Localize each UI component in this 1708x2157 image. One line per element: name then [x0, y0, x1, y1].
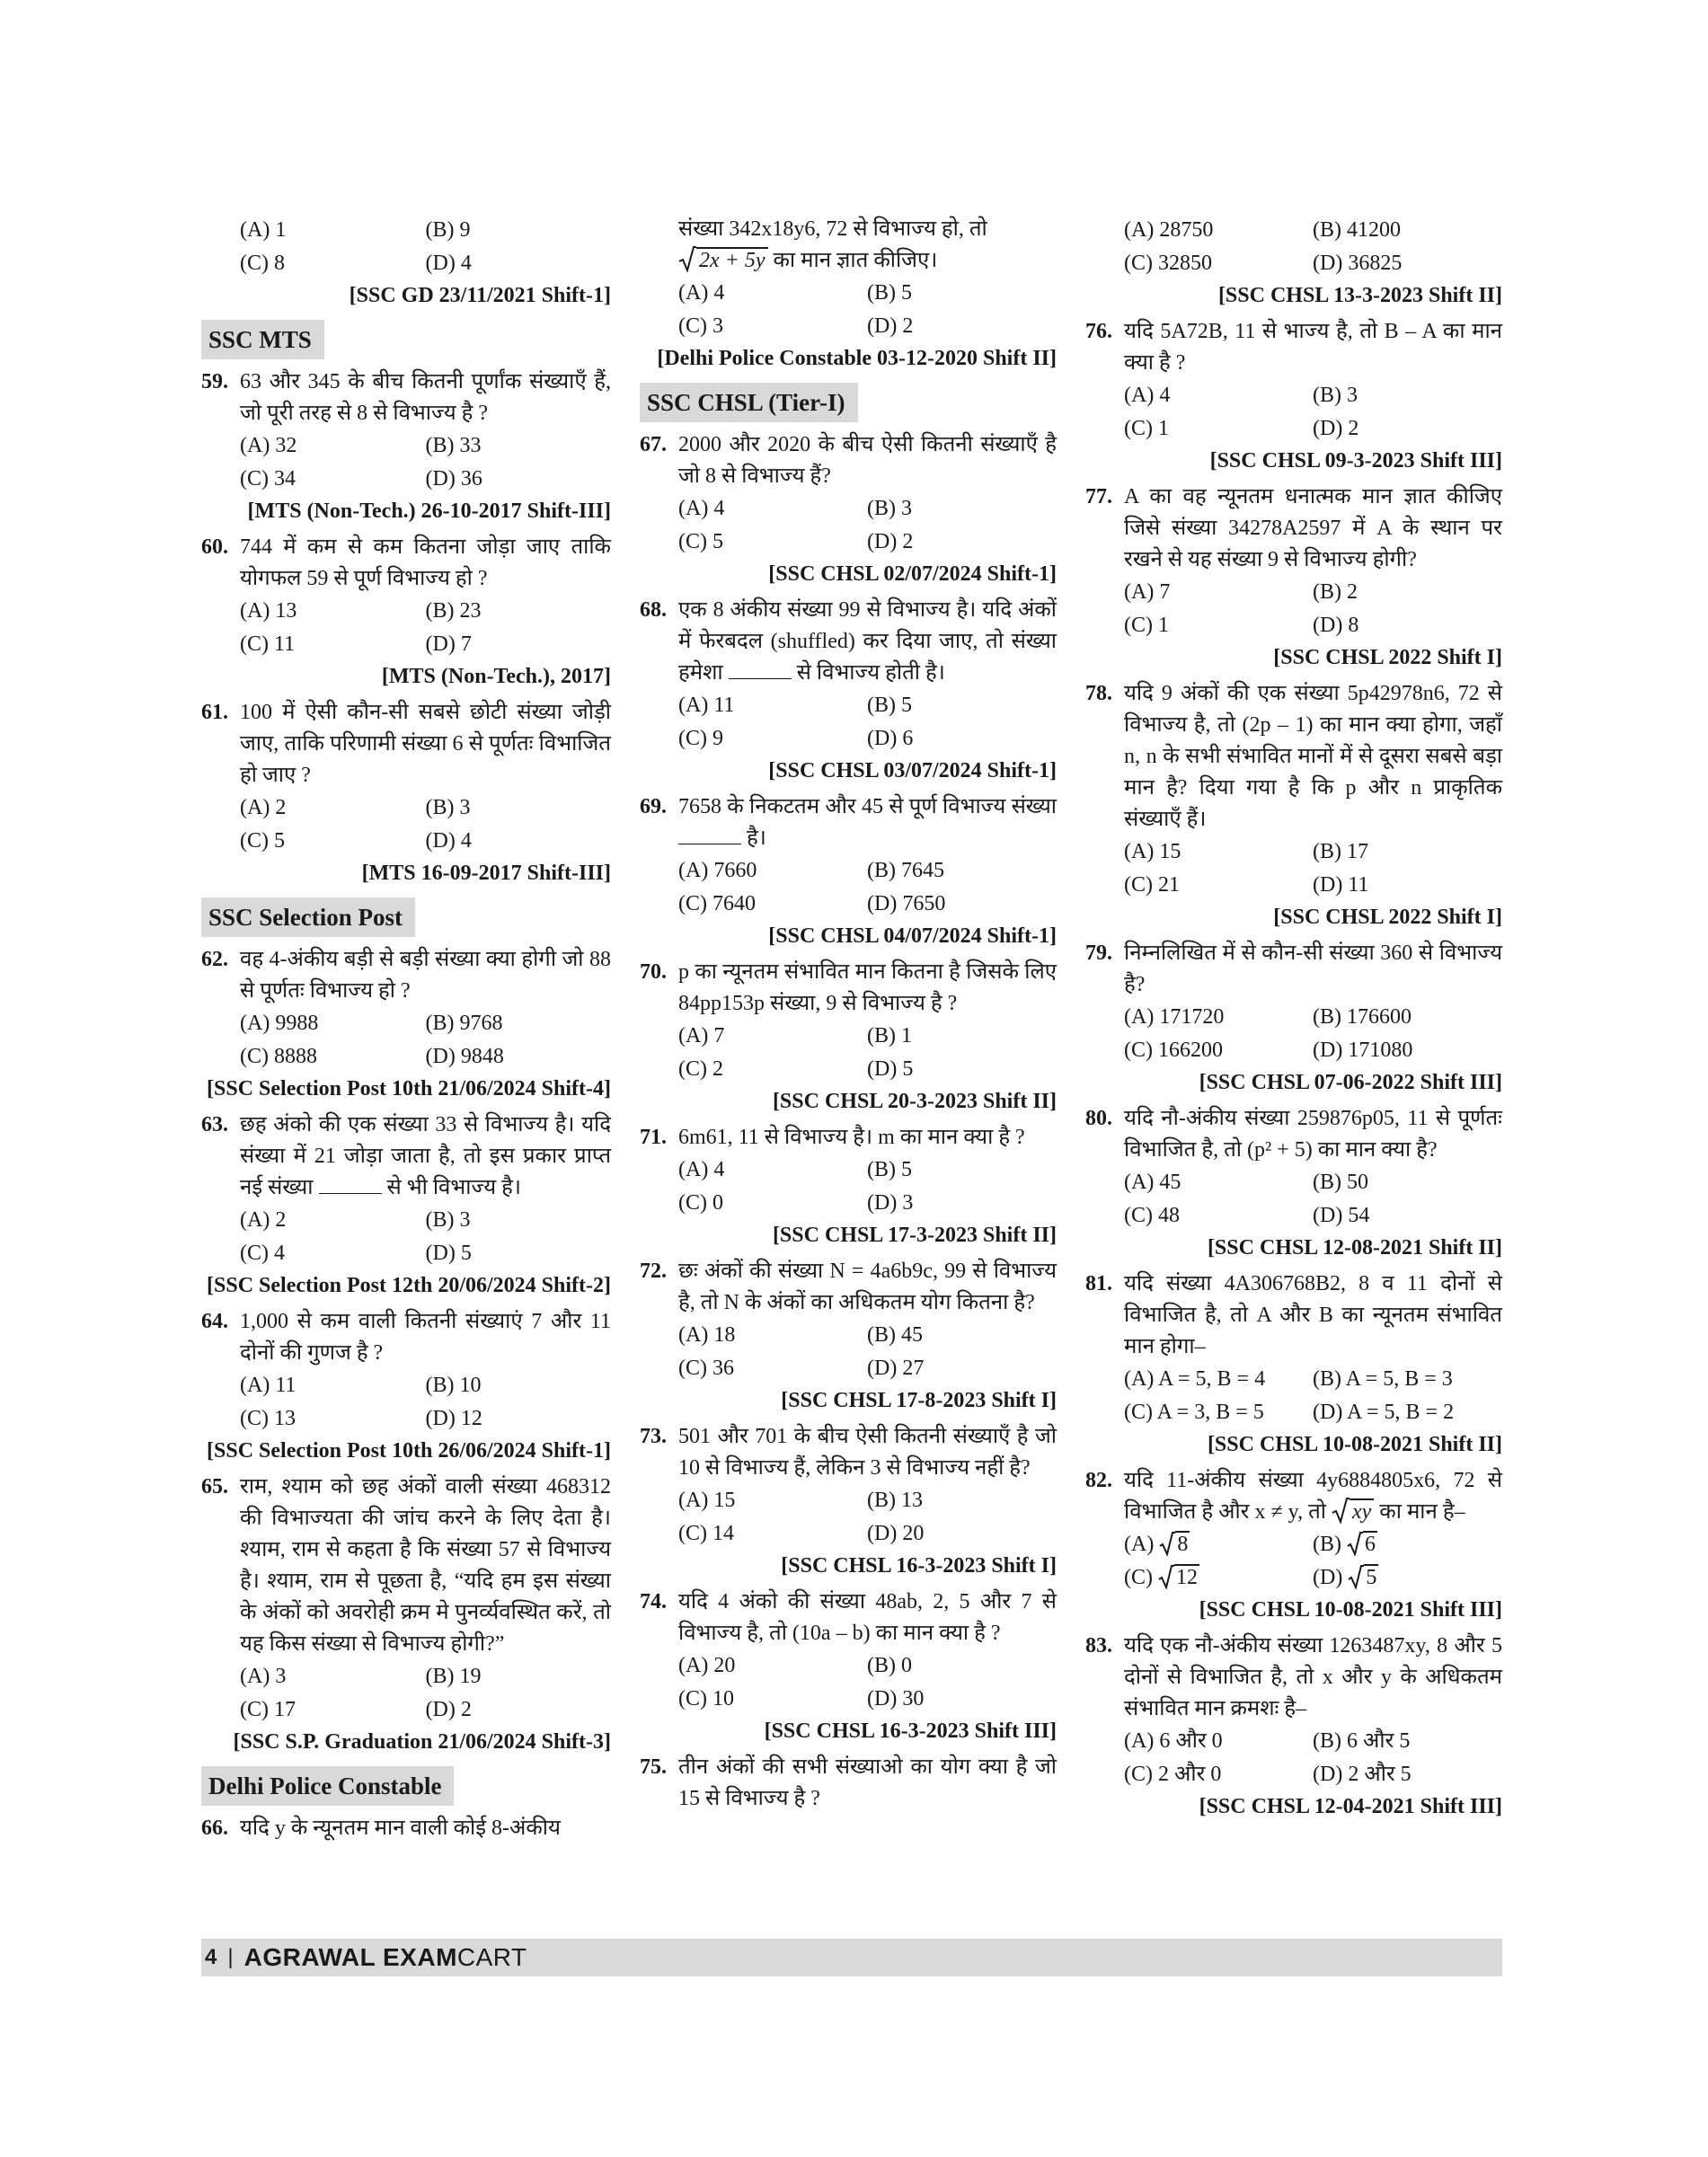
- option-c: (C) 5: [678, 530, 723, 553]
- option-d: (D) 11: [1313, 873, 1369, 897]
- source-citation: [MTS (Non-Tech.) 26-10-2017 Shift-III]: [247, 499, 611, 523]
- option-b: (B) 45: [867, 1323, 923, 1347]
- option-c: (C) 7640: [678, 892, 756, 915]
- option-c: (C) 10: [678, 1687, 734, 1711]
- option-b: (B) 3: [425, 1208, 471, 1232]
- question-text: 744 में कम से कम कितना जोड़ा जाए ताकि योगफल 59 से पूर्ण विभाज्य हो ?: [240, 535, 611, 590]
- question-63: [201, 1109, 611, 1301]
- question-60: [201, 532, 611, 692]
- question-number: 61.: [201, 701, 228, 724]
- question-81: [1085, 1269, 1502, 1460]
- sqrt-radicand: 8: [1177, 1533, 1189, 1556]
- option-b: [1313, 1528, 1501, 1561]
- option-a: [1124, 1528, 1313, 1561]
- options: [201, 429, 611, 496]
- source-citation: [SSC CHSL 09-3-2023 Shift III]: [1209, 449, 1502, 473]
- option-b: (B) 1: [867, 1024, 912, 1048]
- sqrt-symbol: [1348, 1564, 1364, 1589]
- sqrt-symbol: [678, 245, 696, 272]
- question-text: यदि एक नौ-अंकीय संख्या 1263487xy, 8 और 5 दोनों से विभाजित है, तो x और y के अधिकतम संभावित मान क्रमशः है–: [1124, 1634, 1502, 1720]
- question-83: [1085, 1631, 1502, 1822]
- option-d: (D) 36825: [1313, 252, 1403, 275]
- source-citation: [SSC CHSL 02/07/2024 Shift-1]: [768, 562, 1057, 586]
- question-number: 80.: [1085, 1107, 1112, 1130]
- option-d: (D) 30: [867, 1687, 925, 1711]
- question-78: [1085, 678, 1502, 933]
- option-a: (A) 6 और 0: [1124, 1729, 1223, 1753]
- options: [640, 1154, 1057, 1220]
- option-c: (C) 21: [1124, 873, 1180, 897]
- question-text: 100 में ऐसी कौन-सी सबसे छोटी संख्या जोड़ी जाए, ताकि परिणामी संख्या 6 से पूर्णतः विभाजित हो जाए ?: [240, 701, 611, 787]
- option-a: (A) 9988: [240, 1012, 319, 1035]
- question-text: तीन अंकों की सभी संख्याओ का योग क्या है जो 15 से विभाज्य है ?: [678, 1755, 1057, 1810]
- question-59: [201, 367, 611, 526]
- question-number: 65.: [201, 1475, 228, 1498]
- option-d: (D) 9848: [425, 1045, 504, 1068]
- options: [640, 277, 1057, 343]
- question-text: 1,000 से कम वाली कितनी संख्याएं 7 और 11 दोनों की गुणज है ?: [240, 1310, 611, 1365]
- option-d: (D) 27: [867, 1357, 925, 1380]
- option-b: (B) 13: [867, 1489, 923, 1512]
- option-d: [1313, 1561, 1501, 1595]
- option-a: (A) 11: [678, 694, 735, 717]
- source-citation: [SSC CHSL 20-3-2023 Shift II]: [772, 1090, 1057, 1113]
- question-69: [640, 791, 1057, 951]
- option-b: (B) 9: [425, 218, 471, 242]
- question-text: यदि 4 अंको की संख्या 48ab, 2, 5 और 7 से विभाज्य है, तो (10a – b) का मान क्या है ?: [678, 1590, 1057, 1645]
- source-citation: [SSC CHSL 17-3-2023 Shift II]: [772, 1224, 1057, 1247]
- question-70: [640, 957, 1057, 1117]
- question-number: 81.: [1085, 1272, 1112, 1295]
- option-b: (B) 9768: [425, 1012, 503, 1035]
- option-d: (D) 2: [867, 314, 914, 338]
- question-number: 62.: [201, 948, 228, 971]
- question-text: 6m61, 11 से विभाज्य है। m का मान क्या है ?: [678, 1126, 1025, 1149]
- option-a: (A) 2: [240, 796, 287, 819]
- option-a: (A) 4: [678, 497, 725, 520]
- option-d: (D) 3: [867, 1191, 914, 1215]
- option-a: (A) 4: [1124, 384, 1171, 407]
- sqrt-radicand: 6: [1365, 1533, 1376, 1556]
- source-citation: [SSC Selection Post 12th 20/06/2024 Shift-2]: [207, 1274, 611, 1297]
- option-b: (B) 17: [1313, 840, 1368, 863]
- option-c: (C) 3: [678, 314, 723, 338]
- option-a: (A) 28750: [1124, 218, 1214, 242]
- source-citation: [SSC CHSL 04/07/2024 Shift-1]: [768, 924, 1057, 948]
- question-number: 82.: [1085, 1469, 1112, 1492]
- question-number: 78.: [1085, 682, 1112, 705]
- option-a: (A) 2: [240, 1208, 287, 1232]
- question-75: [640, 1752, 1057, 1815]
- options: [201, 1007, 611, 1074]
- option-a: (A) 4: [678, 1158, 725, 1181]
- question-61: [201, 697, 611, 888]
- question-82: [1085, 1465, 1502, 1625]
- question-text: निम्नलिखित में से कौन-सी संख्या 360 से विभाज्य है?: [1124, 941, 1502, 996]
- source-citation: [SSC CHSL 13-3-2023 Shift II]: [1217, 284, 1502, 307]
- source-citation: [MTS (Non-Tech.), 2017]: [381, 665, 611, 688]
- source-citation: [SSC Selection Post 10th 26/06/2024 Shift-1]: [207, 1439, 611, 1463]
- options: [1085, 1001, 1502, 1067]
- option-a: (A) 3: [240, 1665, 287, 1688]
- question-number: 79.: [1085, 941, 1112, 965]
- option-b: (B) 33: [425, 434, 482, 457]
- option-a: (A) 15: [678, 1489, 736, 1512]
- option-d: (D) 171080: [1313, 1039, 1413, 1062]
- option-label: (D): [1313, 1566, 1343, 1589]
- option-c: (C) 1: [1124, 614, 1169, 637]
- question-text: यदि y के न्यूनतम मान वाली कोई 8-अंकीय: [240, 1817, 561, 1840]
- option-c: (C) 14: [678, 1522, 734, 1545]
- option-d: (D) 6: [867, 727, 914, 750]
- source-citation: [SSC GD 23/11/2021 Shift-1]: [349, 284, 611, 307]
- options: [201, 791, 611, 858]
- option-b: (B) 7645: [867, 859, 944, 882]
- option-d: (D) 2: [1313, 417, 1359, 440]
- question-number: 64.: [201, 1310, 228, 1333]
- option-a: (A) 15: [1124, 840, 1181, 863]
- section-heading-ssc-chsl: SSC CHSL (Tier-I): [640, 383, 858, 422]
- options: [640, 1649, 1057, 1716]
- question-text: [678, 791, 1057, 854]
- question-58-tail: [201, 214, 611, 311]
- option-d: (D) 12: [425, 1407, 482, 1430]
- brand-e-letter: E: [382, 1943, 401, 1971]
- question-number: 59.: [201, 370, 228, 393]
- fill-blank: [678, 826, 741, 844]
- section-heading-ssc-mts: SSC MTS: [201, 320, 324, 359]
- question-text-part-1: छह अंको की एक संख्या 33 से विभाज्य है। यदि संख्या में 21 जोड़ा जाता है, तो इस प्रकार प्राप्त नई संख्या: [240, 1113, 611, 1199]
- option-d: (D) 2 और 5: [1313, 1763, 1412, 1786]
- option-c: (C) 11: [240, 632, 296, 656]
- question-75-continued: [1085, 214, 1502, 311]
- page-footer: [201, 1939, 1502, 1976]
- option-b: (B) A = 5, B = 3: [1313, 1367, 1453, 1391]
- column-1: [201, 214, 611, 1850]
- option-c: (C) 32850: [1124, 252, 1212, 275]
- footer-separator: |: [227, 1945, 234, 1969]
- options: [640, 492, 1057, 559]
- question-text-part-1: यदि 11-अंकीय संख्या 4y6884805x6, 72 से विभाजित है और x ≠ y, तो: [1124, 1469, 1502, 1524]
- question-text-part-2: से विभाज्य होती है।: [796, 661, 945, 685]
- sqrt-radicand: xy: [1350, 1498, 1374, 1524]
- question-number: 76.: [1085, 320, 1112, 343]
- question-text-part-2: का मान ज्ञात कीजिए।: [773, 249, 938, 272]
- option-b: (B) 5: [867, 281, 912, 305]
- fill-blank: [319, 1175, 382, 1194]
- option-c: (C) 34: [240, 467, 296, 491]
- source-citation: [SSC CHSL 03/07/2024 Shift-1]: [768, 759, 1057, 782]
- brand-cart-part: CART: [456, 1943, 527, 1971]
- option-d: (D) A = 5, B = 2: [1313, 1401, 1455, 1424]
- option-d: (D) 8: [1313, 614, 1359, 637]
- question-79: [1085, 938, 1502, 1098]
- option-a: (A) 1: [240, 218, 287, 242]
- options: [201, 595, 611, 661]
- question-74: [640, 1587, 1057, 1746]
- question-text: यदि 5A72B, 11 से भाज्य है, तो B – A का मान क्या है ?: [1124, 320, 1502, 375]
- option-a: (A) 18: [678, 1323, 736, 1347]
- question-text-part-2: है।: [747, 827, 766, 850]
- source-citation: [SSC CHSL 2022 Shift I]: [1273, 646, 1502, 669]
- option-c: (C) 36: [678, 1357, 734, 1380]
- source-citation: [SSC CHSL 07-06-2022 Shift III]: [1199, 1071, 1502, 1094]
- option-b: (B) 3: [1313, 384, 1358, 407]
- option-a: (A) A = 5, B = 4: [1124, 1367, 1266, 1391]
- option-label: (C): [1124, 1566, 1153, 1589]
- option-d: (D) 2: [867, 530, 914, 553]
- question-number: 60.: [201, 535, 228, 559]
- question-number: 74.: [640, 1590, 667, 1613]
- options: [1085, 576, 1502, 642]
- option-c: (C) 2 और 0: [1124, 1763, 1222, 1786]
- options: [201, 1660, 611, 1727]
- option-d: (D) 36: [425, 467, 482, 491]
- question-text-part-2: का मान है–: [1379, 1500, 1465, 1524]
- option-label: (A): [1124, 1533, 1155, 1556]
- question-number: 70.: [640, 960, 667, 984]
- source-citation: [MTS 16-09-2017 Shift-III]: [361, 862, 611, 885]
- brand-xam-part: XAM: [400, 1943, 457, 1971]
- option-a: (A) 32: [240, 434, 297, 457]
- sqrt-radicand: 12: [1176, 1566, 1198, 1589]
- brand-logo: [244, 1943, 527, 1972]
- brand-name-part: AGRAWAL: [243, 1943, 383, 1971]
- options: [640, 854, 1057, 921]
- question-number: 71.: [640, 1126, 667, 1149]
- option-a: (A) 4: [678, 281, 725, 305]
- option-c: (C) 48: [1124, 1204, 1180, 1227]
- question-66-continued: [640, 214, 1057, 374]
- question-text: 63 और 345 के बीच कितनी पूर्णांक संख्याएँ हैं, जो पूरी तरह से 8 से विभाज्य है ?: [240, 370, 611, 425]
- source-citation: [SSC CHSL 16-3-2023 Shift III]: [764, 1719, 1057, 1743]
- column-3: [1085, 214, 1502, 1827]
- question-number: 83.: [1085, 1634, 1112, 1658]
- question-text: वह 4-अंकीय बड़ी से बड़ी संख्या क्या होगी जो 88 से पूर्णतः विभाज्य हो ?: [240, 948, 611, 1003]
- question-62: [201, 944, 611, 1104]
- option-c: (C) 1: [1124, 417, 1169, 440]
- option-a: (A) 171720: [1124, 1005, 1225, 1029]
- option-b: (B) 19: [425, 1665, 482, 1688]
- options: [1085, 1166, 1502, 1233]
- question-text-part-1: एक 8 अंकीय संख्या 99 से विभाज्य है। यदि अंकों में फेरबदल (shuffled) कर दिया जाए, तो संख्या हमेशा: [678, 598, 1057, 685]
- question-71: [640, 1122, 1057, 1251]
- option-b: (B) 23: [425, 599, 482, 623]
- option-b: (B) 3: [425, 796, 471, 819]
- option-a: (A) 20: [678, 1654, 736, 1677]
- option-label: (B): [1313, 1533, 1341, 1556]
- option-a: (A) 13: [240, 599, 297, 623]
- question-73: [640, 1421, 1057, 1581]
- option-c: (C) 2: [678, 1057, 723, 1081]
- option-c: (C) 0: [678, 1191, 723, 1215]
- column-2: [640, 214, 1057, 1820]
- options: [1085, 1725, 1502, 1791]
- question-number: 73.: [640, 1425, 667, 1448]
- question-64: [201, 1306, 611, 1466]
- option-d: (D) 5: [867, 1057, 914, 1081]
- sqrt-symbol: [1159, 1531, 1175, 1556]
- source-citation: [SSC CHSL 10-08-2021 Shift III]: [1199, 1598, 1502, 1622]
- option-b: (B) 5: [867, 1158, 912, 1181]
- question-67: [640, 429, 1057, 589]
- option-c: (C) 8888: [240, 1045, 317, 1068]
- question-text: यदि संख्या 4A306768B2, 8 व 11 दोनों से विभाजित है, तो A और B का न्यूनतम संभावित मान होगा–: [1124, 1272, 1502, 1358]
- source-citation: [SSC S.P. Graduation 21/06/2024 Shift-3]: [233, 1730, 611, 1754]
- option-c: (C) A = 3, B = 5: [1124, 1401, 1264, 1424]
- option-a: (A) 45: [1124, 1171, 1181, 1194]
- option-b: (B) 50: [1313, 1171, 1368, 1194]
- sqrt-symbol: [1347, 1531, 1363, 1556]
- option-c: (C) 166200: [1124, 1039, 1223, 1062]
- options: [640, 689, 1057, 756]
- option-b: (B) 176600: [1313, 1005, 1412, 1029]
- option-b: (B) 10: [425, 1374, 482, 1397]
- options: [201, 1204, 611, 1270]
- question-text-part-2: से भी विभाज्य है।: [386, 1176, 521, 1199]
- options: [201, 214, 611, 280]
- option-a: (A) 7660: [678, 859, 757, 882]
- option-b: (B) 2: [1313, 580, 1358, 604]
- option-d: (D) 54: [1313, 1204, 1370, 1227]
- question-72: [640, 1256, 1057, 1416]
- question-number: 68.: [640, 598, 667, 622]
- section-heading-ssc-selection-post: SSC Selection Post: [201, 897, 415, 937]
- question-80: [1085, 1103, 1502, 1263]
- options: [1085, 1528, 1502, 1595]
- question-text-part-1: 7658 के निकटतम और 45 से पूर्ण विभाज्य संख्या: [678, 795, 1057, 818]
- question-65: [201, 1472, 611, 1757]
- question-text-part-1: संख्या 342x18y6, 72 से विभाज्य हो, तो: [678, 217, 987, 241]
- question-text: A का वह न्यूनतम धनात्मक मान ज्ञात कीजिए जिसे संख्या 34278A2597 में A के स्थान पर रखने से यह संख्या 9 से विभाज्य होगी?: [1124, 485, 1502, 571]
- question-number: 66.: [201, 1817, 228, 1840]
- question-text: p का न्यूनतम संभावित मान कितना है जिसके लिए 84pp153p संख्या, 9 से विभाज्य है ?: [678, 960, 1057, 1015]
- options: [1085, 214, 1502, 280]
- option-d: (D) 7650: [867, 892, 946, 915]
- option-a: (A) 7: [1124, 580, 1171, 604]
- question-text: [678, 214, 1057, 277]
- question-text: 501 और 701 के बीच ऐसी कितनी संख्याएँ है जो 10 से विभाज्य हैं, लेकिन 3 से विभाज्य नहीं है?: [678, 1425, 1057, 1480]
- option-c: (C) 17: [240, 1698, 296, 1721]
- question-text: [1124, 1465, 1502, 1528]
- source-citation: [SSC CHSL 2022 Shift I]: [1273, 906, 1502, 929]
- option-c: (C) 4: [240, 1242, 285, 1265]
- options: [1085, 379, 1502, 446]
- question-text: यदि 9 अंकों की एक संख्या 5p42978n6, 72 से विभाज्य है, तो (2p – 1) का मान क्या होगा, जहाँ n, n के सभी संभावित मानों में से दूसरा सबसे बड़ा मान है? दिया गया है कि p और n प्राकृतिक संख्याएँ हैं।: [1124, 682, 1502, 831]
- fill-blank: [729, 660, 792, 679]
- question-text: [678, 595, 1057, 689]
- option-a: (A) 7: [678, 1024, 725, 1048]
- options: [201, 1369, 611, 1436]
- source-citation: [Delhi Police Constable 03-12-2020 Shift II]: [657, 347, 1057, 370]
- option-c: [1124, 1561, 1313, 1595]
- question-text: राम, श्याम को छह अंकों वाली संख्या 468312 की विभाज्यता की जांच करने के लिए देता है। श्याम, राम से कहता है कि संख्या 57 से विभाज्य है। श्याम, राम से पूछता है, “यदि हम इस संख्या के अंकों को अवरोही क्रम मे पुनर्व्यवस्थित करें, तो यह किस संख्या से विभाज्य होगी?”: [240, 1475, 611, 1656]
- options: [1085, 1363, 1502, 1429]
- question-text: [240, 1109, 611, 1204]
- option-d: (D) 4: [425, 829, 472, 853]
- option-d: (D) 4: [425, 252, 472, 275]
- source-citation: [SSC CHSL 12-04-2021 Shift III]: [1199, 1795, 1502, 1818]
- option-a: (A) 11: [240, 1374, 296, 1397]
- question-number: 75.: [640, 1755, 667, 1779]
- source-citation: [SSC CHSL 10-08-2021 Shift II]: [1207, 1433, 1502, 1456]
- question-text: छः अंकों की संख्या N = 4a6b9c, 99 से विभाज्य है, तो N के अंकों का अधिकतम योग कितना है?: [678, 1260, 1057, 1314]
- question-77: [1085, 482, 1502, 673]
- option-b: (B) 3: [867, 497, 912, 520]
- sqrt-radicand: 5: [1366, 1566, 1377, 1589]
- options: [640, 1020, 1057, 1086]
- option-d: (D) 2: [425, 1698, 472, 1721]
- option-d: (D) 5: [425, 1242, 472, 1265]
- option-c: (C) 5: [240, 829, 285, 853]
- option-c: (C) 8: [240, 252, 285, 275]
- page-number: 4: [205, 1945, 217, 1969]
- question-number: 67.: [640, 433, 667, 456]
- option-b: (B) 6 और 5: [1313, 1729, 1411, 1753]
- option-b: (B) 0: [867, 1654, 912, 1677]
- question-number: 69.: [640, 795, 667, 818]
- question-number: 63.: [201, 1113, 228, 1136]
- source-citation: [SSC CHSL 16-3-2023 Shift I]: [781, 1554, 1057, 1578]
- question-text: यदि नौ-अंकीय संख्या 259876p05, 11 से पूर्णतः विभाजित है, तो (p² + 5) का मान क्या है?: [1124, 1107, 1502, 1162]
- source-citation: [SSC Selection Post 10th 21/06/2024 Shift-4]: [207, 1077, 611, 1101]
- question-number: 77.: [1085, 485, 1112, 508]
- question-68: [640, 595, 1057, 786]
- sqrt-radicand: 2x + 5y: [696, 247, 768, 272]
- option-d: (D) 7: [425, 632, 472, 656]
- option-c: (C) 9: [678, 727, 723, 750]
- option-c: (C) 13: [240, 1407, 296, 1430]
- option-b: (B) 41200: [1313, 218, 1401, 242]
- option-d: (D) 20: [867, 1522, 925, 1545]
- section-heading-delhi-police: Delhi Police Constable: [201, 1766, 454, 1806]
- question-number: 72.: [640, 1260, 667, 1283]
- source-citation: [SSC CHSL 17-8-2023 Shift I]: [781, 1389, 1057, 1412]
- question-text: 2000 और 2020 के बीच ऐसी कितनी संख्याएँ है जो 8 से विभाज्य हैं?: [678, 433, 1057, 488]
- question-66: [201, 1813, 611, 1844]
- question-76: [1085, 316, 1502, 476]
- sqrt-symbol: [1158, 1564, 1174, 1589]
- options: [640, 1484, 1057, 1551]
- options: [640, 1319, 1057, 1385]
- source-citation: [SSC CHSL 12-08-2021 Shift II]: [1207, 1236, 1502, 1260]
- option-b: (B) 5: [867, 694, 912, 717]
- options: [1085, 835, 1502, 902]
- sqrt-symbol: [1332, 1497, 1350, 1524]
